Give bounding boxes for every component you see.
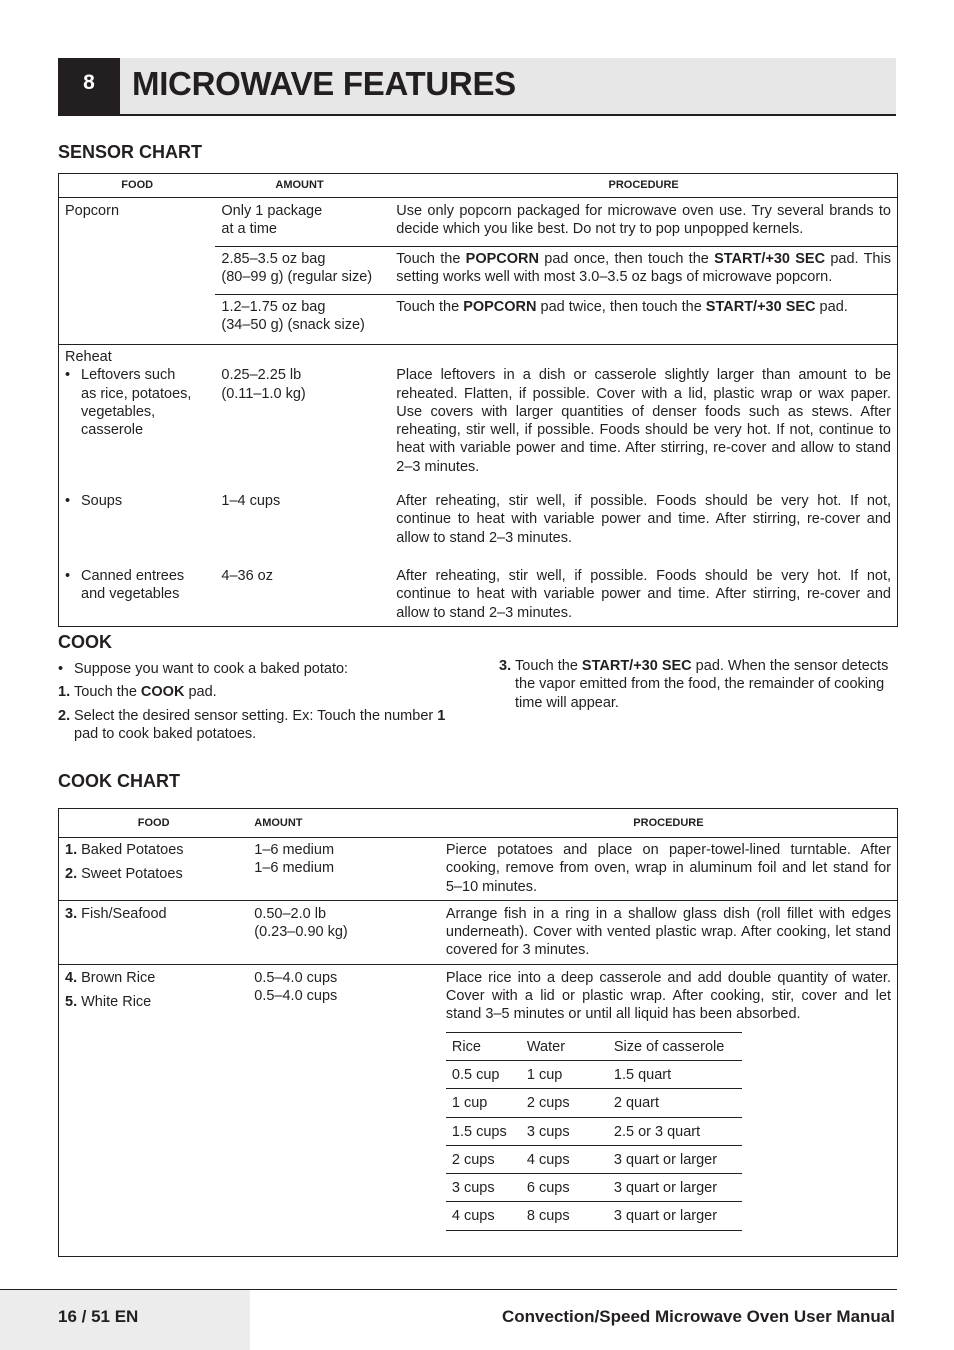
procedure-cell: Touch the POPCORN pad twice, then touch the START/+30 SEC pad. (390, 295, 897, 345)
table-row (59, 345, 898, 367)
table-row (59, 198, 898, 247)
procedure-cell: Pierce potatoes and place on paper-towel-lined turntable. After cooking, remove from oven, wrap in aluminum foil and let stand for 5–10 minutes. (445, 842, 891, 895)
column-header: FOOD (59, 174, 216, 198)
food-cell: • Leftovers such as rice, potatoes, vegetables, casserole (65, 367, 192, 439)
table-row: 3 cups 6 cups 3 quart or larger (446, 1174, 742, 1202)
food-cell: 4. Brown Rice 5. White Rice (59, 964, 249, 1256)
page-number: 16 / 51 EN (58, 1307, 139, 1326)
cook-chart-table (58, 808, 898, 1257)
page-title: MICROWAVE FEATURES (132, 65, 516, 102)
cook-steps-left (58, 660, 463, 748)
list-item: 2. Select the desired sensor setting. Ex: Touch the number 1 pad to cook baked potatoes. (58, 707, 446, 742)
food-cell: 1. Baked Potatoes 2. Sweet Potatoes (65, 842, 184, 883)
column-header: PROCEDURE (440, 809, 898, 838)
table-header-row: Rice Water Size of casserole (446, 1032, 742, 1060)
column-header: FOOD (59, 809, 249, 838)
procedure-cell: Arrange fish in a ring in a shallow glass dish (roll fillet with edges underneath). Cover with vented plastic wrap. After cooking, let stand covered for 3 minutes. (440, 900, 898, 964)
amount-cell: 0.25–2.25 lb (0.11–1.0 kg) (221, 367, 306, 402)
table-row: 0.5 cup 1 cup 1.5 quart (446, 1060, 742, 1088)
table-row: 1 cup 2 cups 2 quart (446, 1089, 742, 1117)
table-row (59, 838, 898, 901)
procedure-cell: Place rice into a deep casserole and add double quantity of water. Cover with a lid or plastic wrap. After cooking, stir, cover and let stand 3–5 minutes or until all liquid has been absorbed. Rice Water Size of casserole 0.5 cup 1 cup 1.5 quart 1 cup 2 cups 2 quart 1.5 cups 3 cups 2.5 or 3 quart 2 cups 4 cups 3 quart or larger 3 cups 6 cups 3 quart or larger 4 cups 8 cups 3 quart or larger (440, 964, 898, 1256)
manual-title: Convection/Speed Microwave Oven User Manual (501, 1307, 895, 1326)
table-row: 4 cups 8 cups 3 quart or larger (446, 1202, 742, 1230)
column-header: AMOUNT (248, 809, 440, 838)
food-cell: • Soups (65, 493, 123, 510)
sensor-chart-table (58, 173, 898, 627)
amount-cell: 0.5–4.0 cups 0.5–4.0 cups (248, 964, 440, 1256)
procedure-cell: Use only popcorn packaged for microwave oven use. Try several brands to decide which you like best. Do not try to pop unpopped kernels. (396, 203, 891, 238)
sensor-chart-heading: SENSOR CHART (58, 142, 203, 162)
food-cell: Popcorn (65, 203, 120, 219)
table-row: 1.5 cups 3 cups 2.5 or 3 quart (446, 1117, 742, 1145)
procedure-cell: Place leftovers in a dish or casserole slightly larger than amount to be reheated. Flatten, if possible. Cover with a lid, plastic wrap or wax paper. Use covers with larger quantities of denser foods such as stews. After reheating, stir well, if possible. Foods should be very hot. If not, continue to heat with variable power and time. After stirring, re-cover and allow to stand 2–3 minutes. (396, 367, 891, 475)
table-row (59, 492, 898, 567)
chapter-number: 8 (58, 58, 120, 114)
procedure-cell: After reheating, stir well, if possible. Foods should be very hot. If not, continue to heat with variable power and time. After stirring, re-cover and allow to stand 2–3 minutes. (396, 567, 891, 621)
list-item: • Suppose you want to cook a baked potato: (58, 661, 349, 677)
table-row: 2 cups 4 cups 3 quart or larger (446, 1145, 742, 1173)
table-header-row (59, 174, 898, 198)
procedure-cell: Touch the POPCORN pad once, then touch the START/+30 SEC pad. This setting works well with most 3.0–3.5 oz bags of microwave popcorn. (390, 247, 897, 295)
cook-chart-heading: COOK CHART (58, 771, 180, 791)
column-header: PROCEDURE (390, 174, 897, 198)
procedure-cell: After reheating, stir well, if possible. Foods should be very hot. If not, continue to heat with variable power and time. After stirring, re-cover and allow to stand 2–3 minutes. (396, 493, 891, 546)
amount-cell: Only 1 package at a time (221, 203, 323, 238)
table-row (59, 964, 898, 1256)
list-item: 1. Touch the COOK pad. (58, 684, 217, 701)
rice-water-table (446, 1032, 742, 1231)
amount-cell: 1.2–1.75 oz bag (34–50 g) (snack size) (215, 295, 390, 345)
table-row (59, 366, 898, 492)
table-row (59, 567, 898, 626)
amount-cell: 4–36 oz (221, 567, 273, 584)
amount-cell: 1–6 medium 1–6 medium (254, 842, 335, 877)
table-row (59, 900, 898, 964)
amount-cell: 1–4 cups (221, 493, 281, 510)
amount-cell: 0.50–2.0 lb (0.23–0.90 kg) (248, 900, 440, 964)
amount-cell: 2.85–3.5 oz bag (80–99 g) (regular size) (215, 247, 390, 295)
reheat-label: Reheat (59, 345, 898, 367)
list-item: 3. Touch the START/+30 SEC pad. When the sensor detects the vapor emitted from the food, the remainder of cooking time will appear. (499, 658, 889, 711)
food-cell: • Canned entrees and vegetables (65, 567, 185, 603)
column-header: AMOUNT (215, 174, 390, 198)
chapter-header (58, 58, 896, 116)
table-header-row (59, 809, 898, 838)
cook-steps-right (499, 657, 897, 717)
food-cell: 3. Fish/Seafood (59, 900, 249, 964)
cook-heading: COOK (58, 632, 112, 652)
